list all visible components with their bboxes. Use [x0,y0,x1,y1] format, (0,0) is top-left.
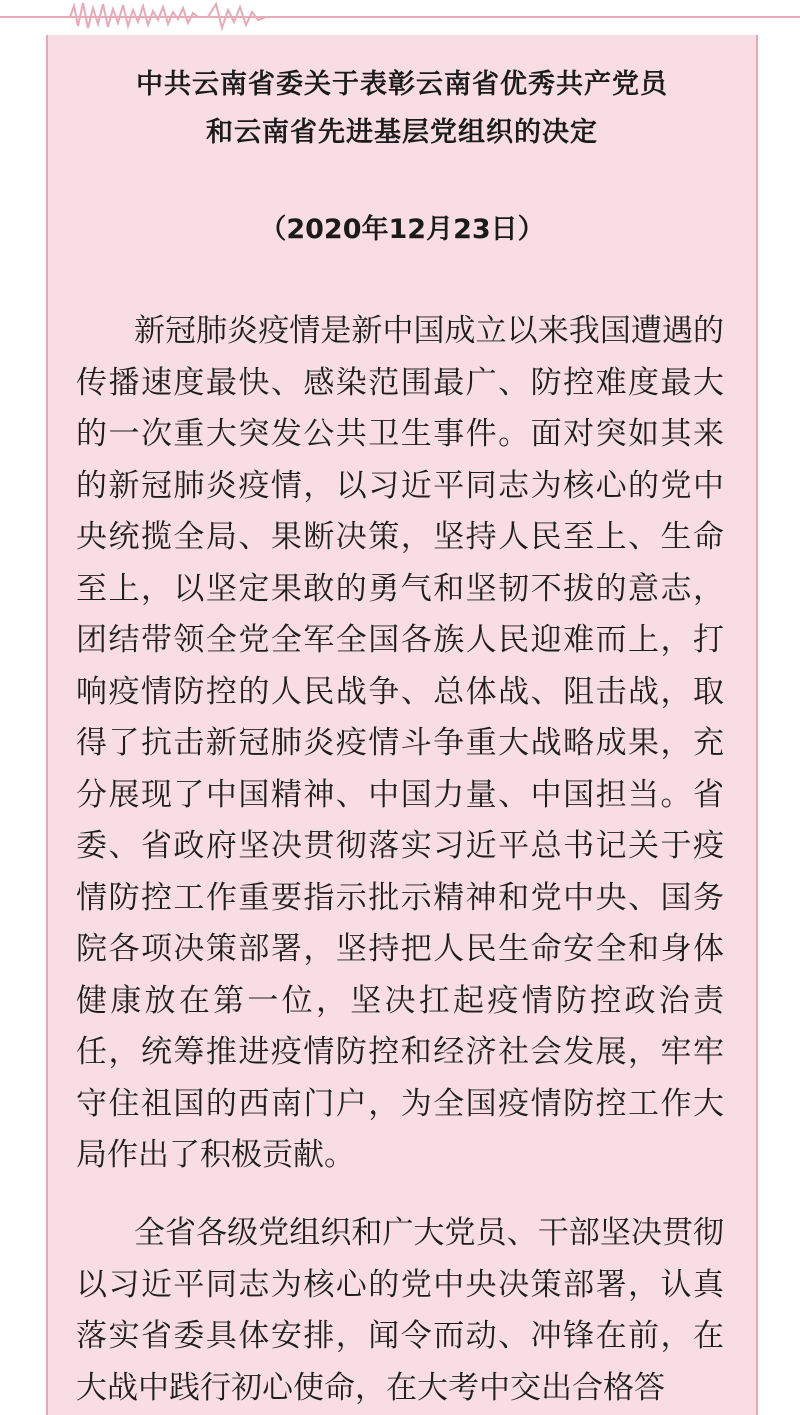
heartbeat-wave-decoration [58,0,298,32]
document-title-line-2: 和云南省先进基层党组织的决定 [206,117,598,148]
paragraph-1: 新冠肺炎疫情是新中国成立以来我国遭遇的传播速度最快、感染范围最广、防控难度最大的一次重大突发公共卫生事件。面对突如其来的新冠肺炎疫情，以习近平同志为核心的党中央统揽全局、果断决策，坚持人民至上、生命至上，以坚定果敢的勇气和坚韧不拔的意志，团结带领全党全军全国各族人民迎难而上，打响疫情防控的人民战争、总体战、阻击战，取得了抗击新冠肺炎疫情斗争重大战略成果，充分展现了中国精神、中国力量、中国担当。省委、省政府坚决贯彻落实习近平总书记关于疫情防控工作重要指示批示精神和党中央、国务院各项决策部署，坚持把人民生命安全和身体健康放在第一位，坚决扛起疫情防控政治责任，统筹推进疫情防控和经济社会发展，牢牢守住祖国的西南门户，为全国疫情防控工作大局作出了积极贡献。 [76,313,724,1173]
document-card [46,35,758,1415]
document-date: （2020年12月23日） [259,214,545,245]
paragraph-2: 全省各级党组织和广大党员、干部坚决贯彻以习近平同志为核心的党中央决策部署，认真落实省委具体安排，闻令而动、冲锋在前，在大战中践行初心使命，在大考中交出合格答 [76,1215,724,1406]
document-title-line-1: 中共云南省委关于表彰云南省优秀共产党员 [136,69,668,100]
